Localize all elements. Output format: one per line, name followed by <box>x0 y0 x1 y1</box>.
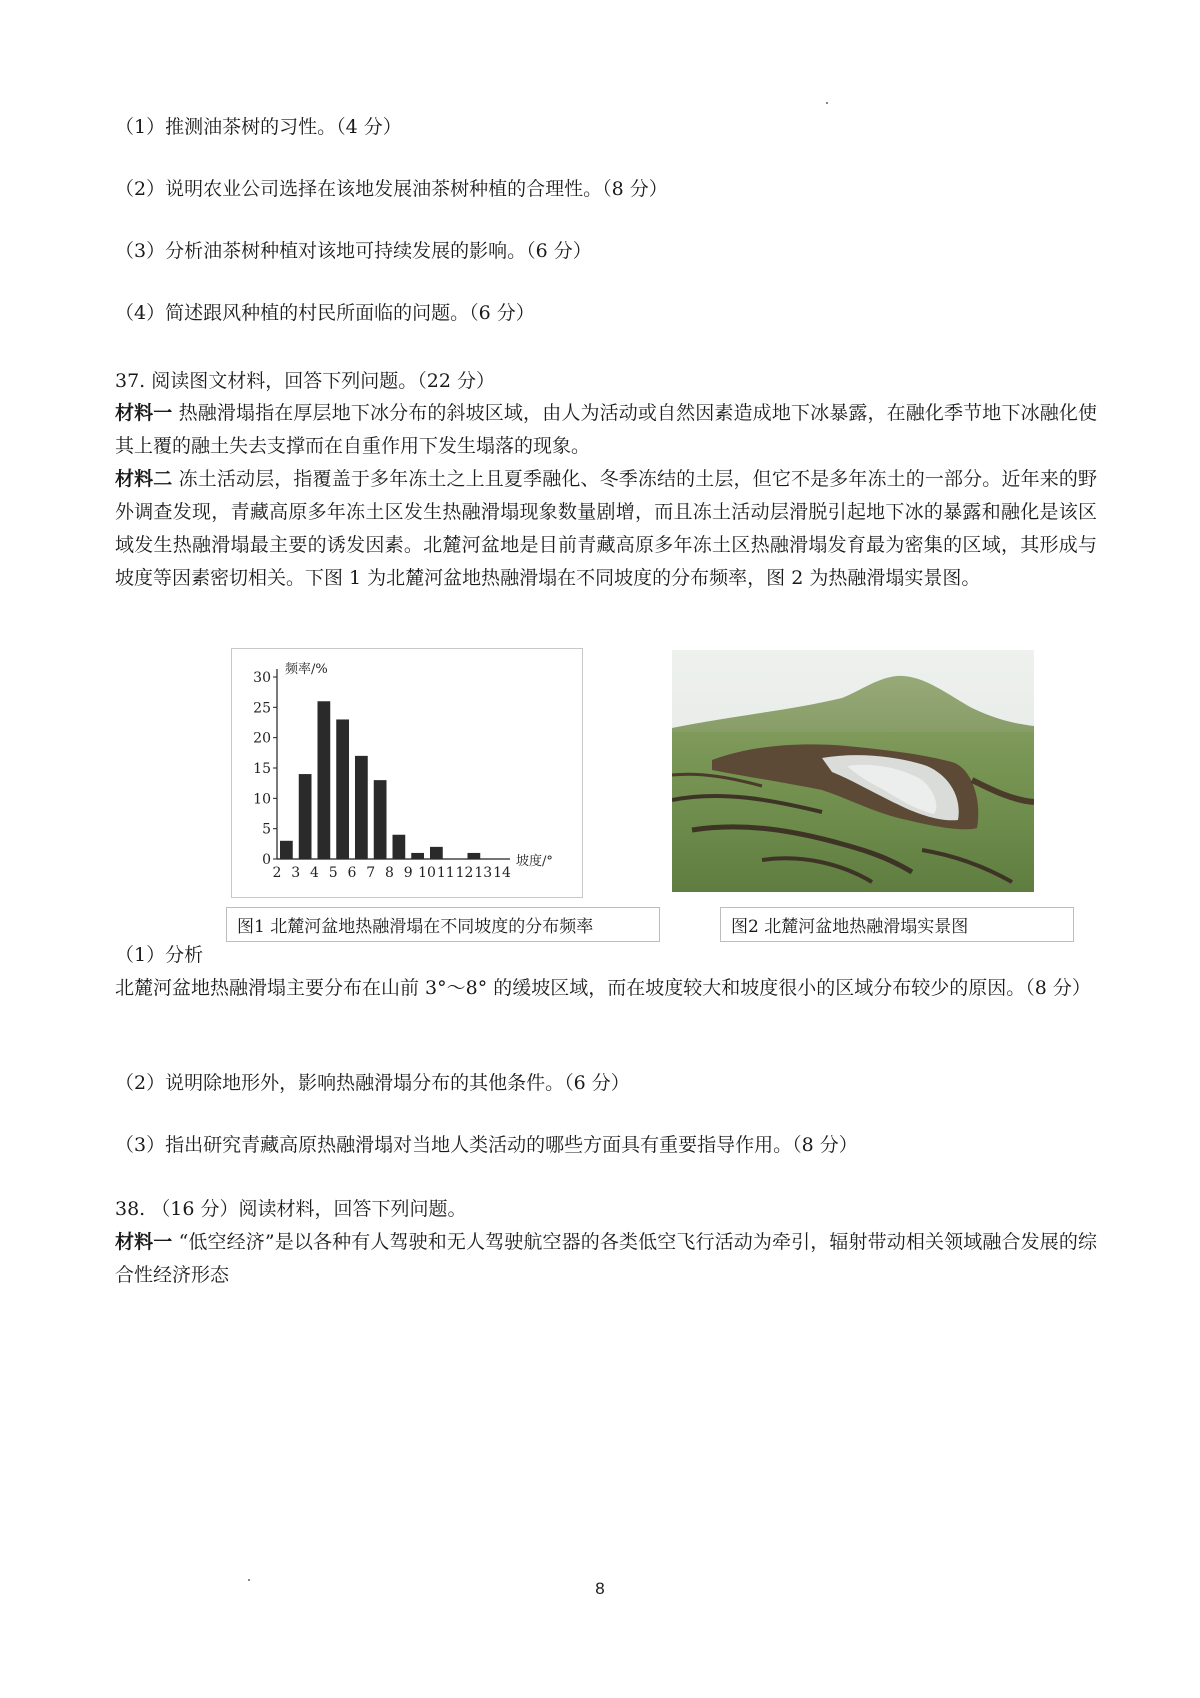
y-tick-label: 25 <box>253 700 271 717</box>
material-text: 热融滑塌指在厚层地下冰分布的斜坡区域，由人为活动或自然因素造成地下冰暴露，在融化季节地下冰融化使其上覆的融土失去支撑而在自重作用下发生塌落的现象。 <box>115 402 1097 457</box>
bar-chart <box>232 649 582 897</box>
bar <box>336 719 349 859</box>
bar <box>355 756 368 859</box>
x-tick-label: 12 <box>455 865 474 881</box>
q37-sub1-label: （1）分析 <box>115 944 204 966</box>
bar <box>393 835 406 859</box>
x-tick-label: 8 <box>385 865 394 881</box>
x-tick-label: 2 <box>272 865 282 881</box>
bar <box>280 841 293 859</box>
material-text: “低空经济”是以各种有人驾驶和无人驾驶航空器的各类低空飞行活动为牵引，辐射带动相关领域融合发展的综合性经济形态 <box>115 1231 1097 1286</box>
figure-2-photo <box>672 650 1034 892</box>
x-tick-label: 13 <box>474 865 493 881</box>
q37-material-1 <box>115 397 1097 463</box>
thermokarst-slump-photo <box>672 650 1034 892</box>
x-tick-label: 11 <box>436 865 455 881</box>
bar <box>299 774 312 859</box>
scan-speck <box>248 1579 250 1581</box>
x-tick-label: 6 <box>347 865 357 881</box>
q37-sub3: （3）指出研究青藏高原热融滑塌对当地人类活动的哪些方面具有重要指导作用。（8 分） <box>115 1134 858 1156</box>
bar <box>468 853 481 859</box>
scan-speck <box>826 102 828 104</box>
x-tick-label: 7 <box>366 865 376 881</box>
figure-1-caption: 图1 北麓河盆地热融滑塌在不同坡度的分布频率 <box>226 907 660 942</box>
bar <box>430 847 443 859</box>
bar <box>374 780 387 859</box>
y-tick-label: 10 <box>253 791 271 808</box>
y-tick-label: 20 <box>253 730 271 747</box>
question-36-1: （1）推测油茶树的习性。（4 分） <box>115 116 402 138</box>
y-tick-label: 0 <box>262 852 271 868</box>
q37-material-2 <box>115 463 1097 595</box>
x-tick-label: 5 <box>328 865 338 881</box>
material-label: 材料二 <box>115 468 173 490</box>
material-label: 材料一 <box>115 402 173 424</box>
question-37-title: 37. 阅读图文材料，回答下列问题。（22 分） <box>115 370 495 392</box>
figure-1-chart <box>231 648 583 898</box>
q38-material-1 <box>115 1226 1097 1292</box>
x-tick-label: 10 <box>418 865 436 881</box>
x-tick-label: 3 <box>291 865 301 881</box>
material-label: 材料一 <box>115 1231 173 1253</box>
bar <box>411 853 424 859</box>
material-text: 冻土活动层，指覆盖于多年冻土之上且夏季融化、冬季冻结的土层，但它不是多年冻土的一部分。近年来的野外调查发现，青藏高原多年冻土区发生热融滑塌现象数量剧增，而且冻土活动层滑脱引起地下冰的暴露和融化是该区域发生热融滑塌最主要的诱发因素。北麓河盆地是目前青藏高原多年冻土区热融滑塌发育最为密集的区域，其形成与坡度等因素密切相关。下图 1 为北麓河盆地热融滑塌在不同坡度的分布频率，图 2 为热融滑塌实景图。 <box>115 468 1097 589</box>
x-tick-label: 4 <box>310 865 319 881</box>
question-36-3: （3）分析油茶树种植对该地可持续发展的影响。（6 分） <box>115 240 592 262</box>
question-38-title: 38. （16 分）阅读材料，回答下列问题。 <box>115 1198 467 1220</box>
question-36-4: （4）简述跟风种植的村民所面临的问题。（6 分） <box>115 302 535 324</box>
q37-sub2: （2）说明除地形外，影响热融滑塌分布的其他条件。（6 分） <box>115 1072 630 1094</box>
y-tick-label: 15 <box>253 761 271 777</box>
bar <box>318 701 331 859</box>
question-36-2: （2）说明农业公司选择在该地发展油茶树种植的合理性。（8 分） <box>115 178 668 200</box>
x-tick-label: 9 <box>403 865 413 881</box>
figure-2-caption: 图2 北麓河盆地热融滑塌实景图 <box>720 907 1074 942</box>
q37-sub1-text: 北麓河盆地热融滑塌主要分布在山前 3°～8° 的缓坡区域，而在坡度较大和坡度很小的区域分布较少的原因。（8 分） <box>115 977 1091 999</box>
x-axis-label: 坡度/° <box>516 854 553 869</box>
x-tick-label: 14 <box>493 865 511 881</box>
y-tick-label: 30 <box>253 670 271 686</box>
y-tick-label: 5 <box>262 821 271 838</box>
y-axis-label: 频率/% <box>285 662 328 677</box>
page-number: 8 <box>595 1579 605 1598</box>
